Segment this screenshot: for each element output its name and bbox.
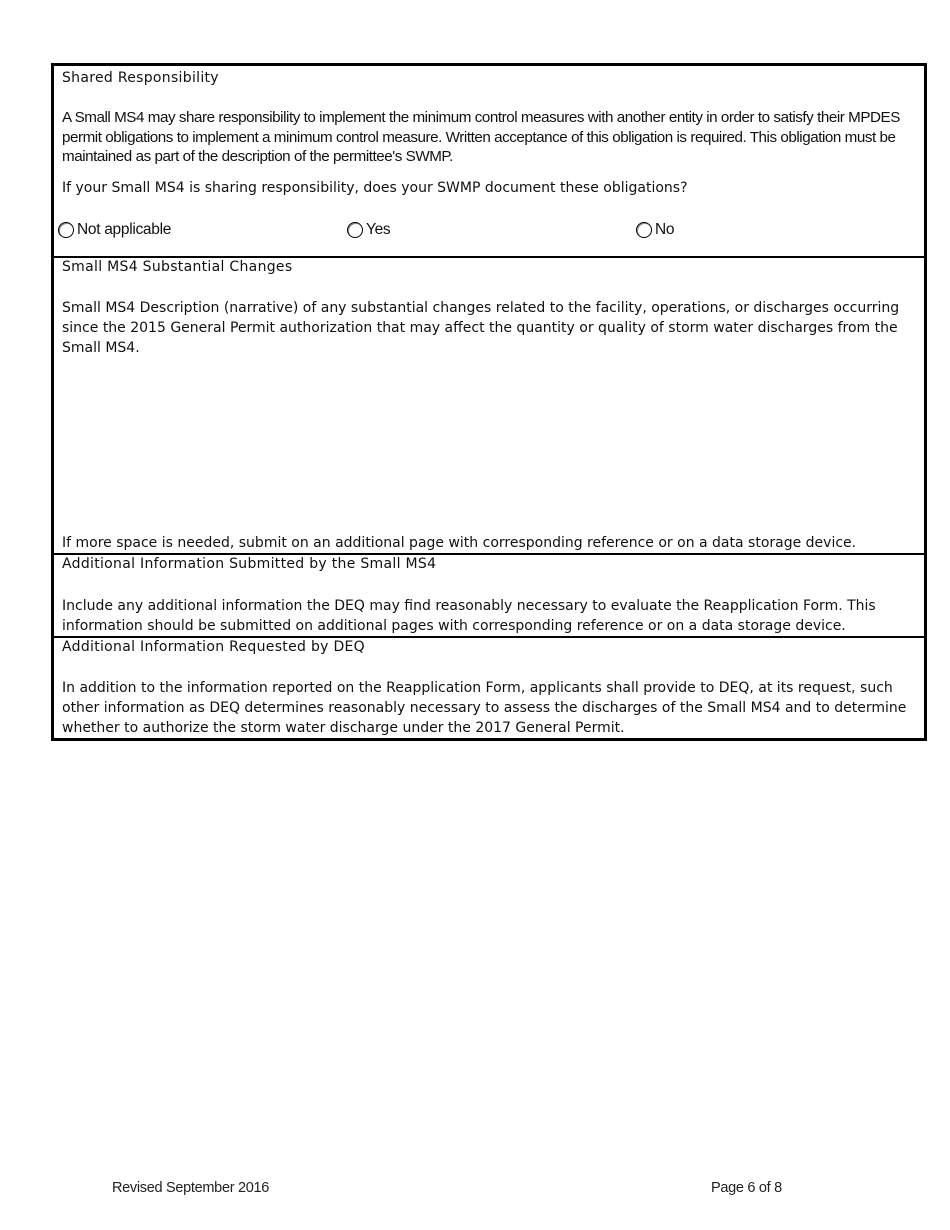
form-table xyxy=(51,63,927,741)
radio-label: Yes xyxy=(366,221,391,238)
substantial-changes-title: Small MS4 Substantial Changes xyxy=(62,259,293,275)
additional-submitted-title: Additional Information Submitted by the Small MS4 xyxy=(62,556,437,572)
radio-yes[interactable] xyxy=(347,221,390,239)
shared-responsibility-section xyxy=(54,66,924,258)
shared-responsibility-question: If your Small MS4 is sharing responsibility, does your SWMP document these obligations? xyxy=(62,180,688,196)
shared-responsibility-paragraph: A Small MS4 may share responsibility to implement the minimum control measures with another entity in order to satisfy their MPDES permit obligations to implement a minimum control measure. Written acceptance of this obligation is required. This obligation must be maintained as part of the description of the permittee's SWMP. xyxy=(62,109,900,165)
radio-not-applicable[interactable] xyxy=(58,221,171,239)
shared-responsibility-title: Shared Responsibility xyxy=(62,70,219,86)
additional-submitted-paragraph: Include any additional information the DEQ may find reasonably necessary to evaluate the Reapplication Form. This information should be submitted on additional pages with corresponding reference or on a data storage device. xyxy=(62,598,876,634)
radio-label: Not applicable xyxy=(77,221,172,238)
radio-label: No xyxy=(655,221,675,238)
substantial-changes-section xyxy=(54,258,924,555)
footer-revised-date: Revised September 2016 xyxy=(112,1180,270,1196)
additional-requested-title: Additional Information Requested by DEQ xyxy=(62,639,366,655)
substantial-changes-description: Small MS4 Description (narrative) of any substantial changes related to the facility, operations, or discharges occurring since the 2015 General Permit authorization that may affect the quantity or quality of storm water discharges from the Small MS4. xyxy=(62,300,900,356)
additional-requested-section xyxy=(54,638,924,738)
radio-circle-icon[interactable] xyxy=(347,222,363,238)
radio-no[interactable] xyxy=(636,221,674,239)
additional-submitted-section xyxy=(54,555,924,638)
shared-responsibility-radio-group xyxy=(58,221,918,245)
radio-circle-icon[interactable] xyxy=(636,222,652,238)
substantial-changes-narrative-field[interactable] xyxy=(62,360,916,528)
radio-circle-icon[interactable] xyxy=(58,222,74,238)
additional-space-note: If more space is needed, submit on an additional page with corresponding reference or on a data storage device. xyxy=(62,535,857,551)
footer-page-number: Page 6 of 8 xyxy=(711,1180,782,1196)
additional-requested-paragraph: In addition to the information reported on the Reapplication Form, applicants shall provide to DEQ, at its request, such other information as DEQ determines reasonably necessary to assess the discharges of the Small MS4 and to determine whether to authorize the storm water discharge under the 2017 General Permit. xyxy=(62,680,907,736)
